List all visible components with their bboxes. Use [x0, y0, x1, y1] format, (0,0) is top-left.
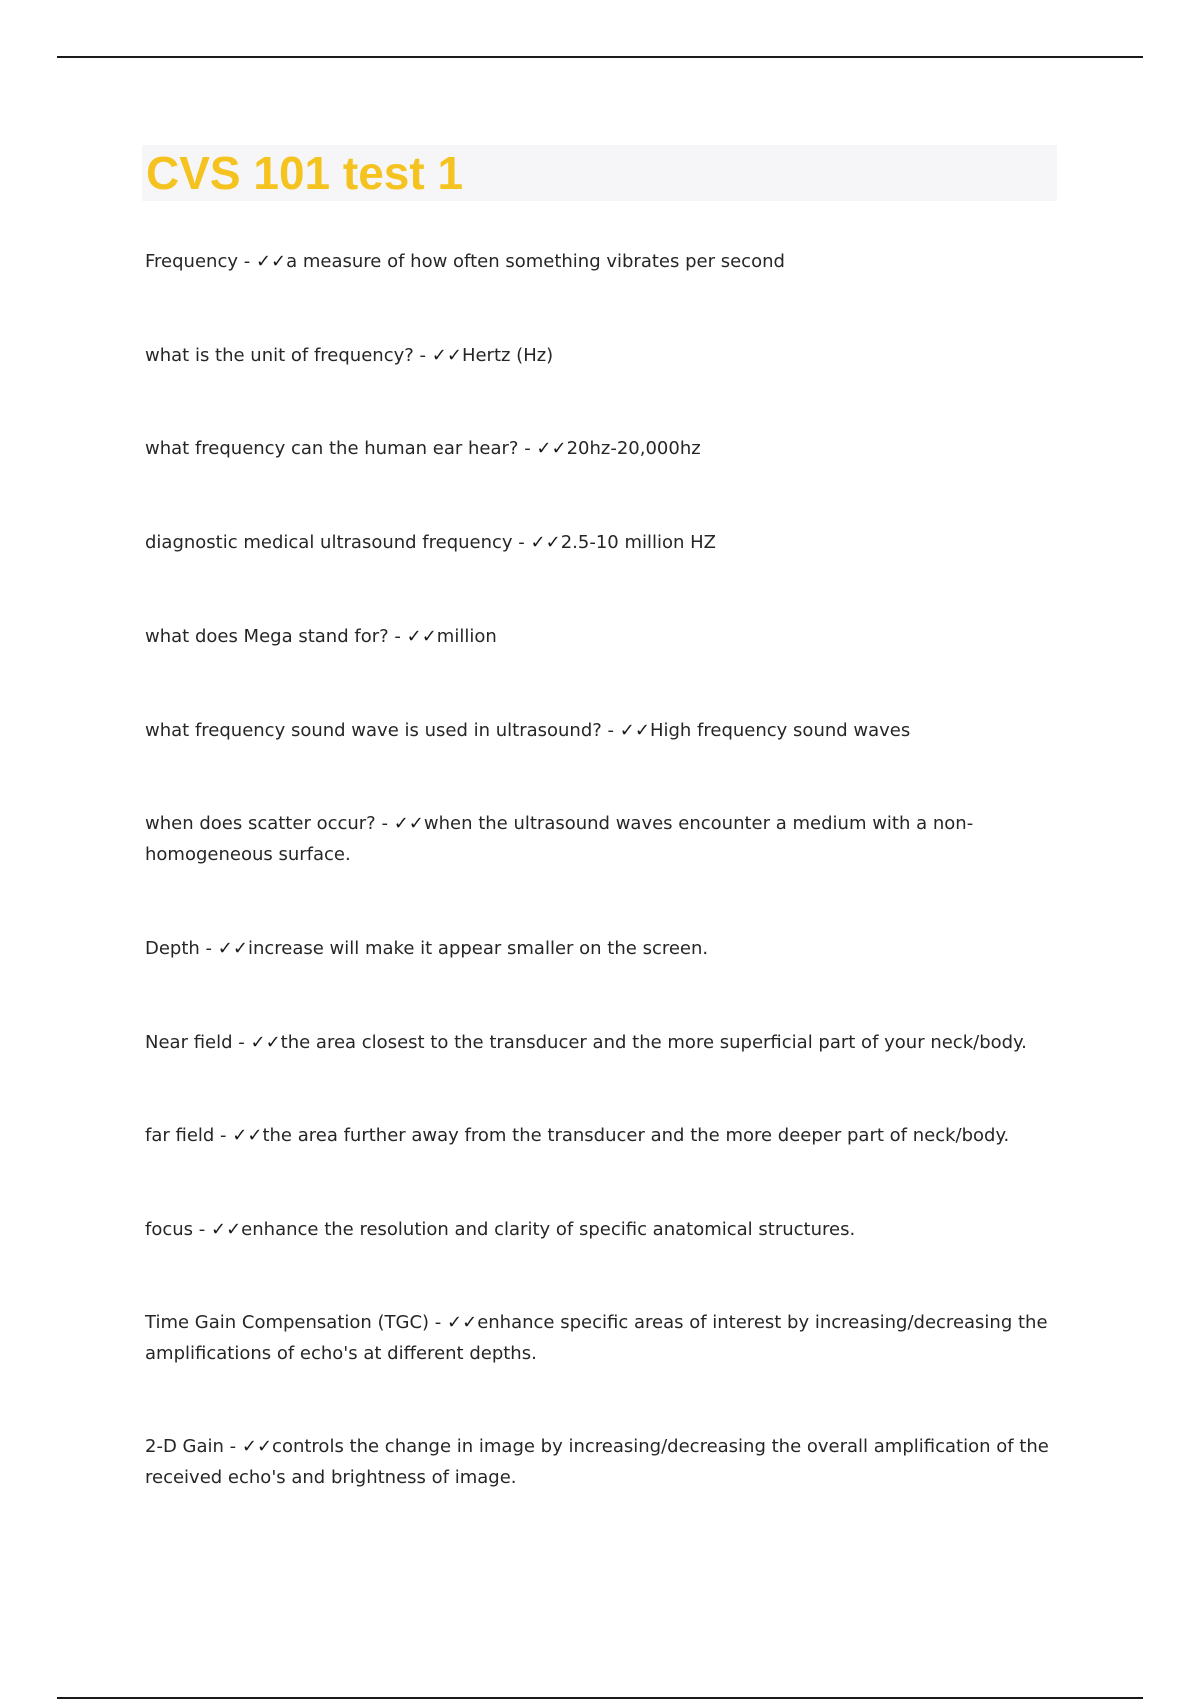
qa-separator: - [238, 251, 256, 272]
double-check-icon: ✓✓ [232, 1125, 263, 1146]
qa-definition: High frequency sound waves [649, 720, 911, 741]
double-check-icon: ✓✓ [530, 532, 561, 553]
double-check-icon: ✓✓ [255, 251, 287, 272]
qa-term: Time Gain Compensation (TGC) [145, 1312, 430, 1333]
qa-definition: the area closest to the transducer and the more superficial part of your neck/body. [280, 1032, 1027, 1053]
qa-item [145, 527, 1065, 558]
qa-term: what frequency can the human ear hear? [145, 438, 519, 459]
qa-separator: - [601, 720, 620, 741]
double-check-icon: ✓✓ [447, 1312, 478, 1333]
qa-item [145, 433, 1065, 464]
double-check-icon: ✓✓ [217, 938, 248, 959]
qa-separator: - [429, 1312, 448, 1333]
qa-definition: enhance the resolution and clarity of specific anatomical structures. [241, 1219, 856, 1240]
qa-item [145, 1027, 1065, 1058]
qa-separator: - [388, 626, 407, 647]
top-rule [57, 56, 1143, 58]
double-check-icon: ✓✓ [250, 1032, 281, 1053]
qa-term: far field [145, 1125, 215, 1146]
qa-item [145, 1120, 1065, 1151]
qa-item [145, 715, 1065, 746]
qa-separator: - [232, 1032, 251, 1053]
double-check-icon: ✓✓ [431, 345, 462, 366]
qa-definition: a measure of how often something vibrates per second [286, 251, 785, 272]
qa-term: focus [145, 1219, 194, 1240]
qa-term: what does Mega stand for? [145, 626, 389, 647]
double-check-icon: ✓✓ [406, 626, 437, 647]
double-check-icon: ✓✓ [536, 438, 567, 459]
page-title: CVS 101 test 1 [146, 147, 464, 199]
qa-definition: 2.5-10 million HZ [560, 532, 716, 553]
qa-item [145, 933, 1065, 964]
qa-separator: - [518, 438, 537, 459]
qa-separator: - [223, 1436, 242, 1457]
qa-item [145, 1431, 1065, 1493]
qa-term: Frequency [145, 251, 238, 272]
qa-definition: enhance specific areas of interest by increasing/decreasing the amplifications of echo's at different depths. [145, 1312, 1048, 1364]
qa-item [145, 621, 1065, 652]
qa-definition: increase will make it appear smaller on the screen. [247, 938, 709, 959]
qa-item [145, 1214, 1065, 1245]
qa-definition: the area further away from the transducer and the more deeper part of neck/body. [262, 1125, 1010, 1146]
bottom-rule [57, 1697, 1143, 1699]
qa-definition: controls the change in image by increasing/decreasing the overall amplification of the received echo's and brightness of image. [145, 1436, 1049, 1488]
qa-definition: when the ultrasound waves encounter a medium with a non-homogeneous surface. [145, 813, 974, 865]
qa-separator: - [214, 1125, 233, 1146]
qa-definition: 20hz-20,000hz [566, 438, 701, 459]
double-check-icon: ✓✓ [211, 1219, 242, 1240]
qa-separator: - [512, 532, 531, 553]
title-band [142, 145, 1057, 201]
qa-term: Near field [145, 1032, 233, 1053]
qa-definition: million [436, 626, 497, 647]
double-check-icon: ✓✓ [393, 813, 424, 834]
qa-term: when does scatter occur? [145, 813, 376, 834]
qa-term: what is the unit of frequency? [145, 345, 414, 366]
qa-separator: - [199, 938, 218, 959]
qa-definition: Hertz (Hz) [461, 345, 554, 366]
qa-item [145, 340, 1065, 371]
qa-separator: - [193, 1219, 211, 1240]
qa-term: 2-D Gain [145, 1436, 224, 1457]
qa-term: what frequency sound wave is used in ultrasound? [145, 720, 602, 741]
qa-item [145, 808, 1065, 870]
qa-item [145, 246, 1065, 277]
double-check-icon: ✓✓ [619, 720, 650, 741]
double-check-icon: ✓✓ [241, 1436, 273, 1457]
qa-term: diagnostic medical ultrasound frequency [145, 532, 513, 553]
qa-separator: - [413, 345, 432, 366]
qa-separator: - [375, 813, 394, 834]
qa-item [145, 1307, 1065, 1369]
qa-term: Depth [145, 938, 200, 959]
